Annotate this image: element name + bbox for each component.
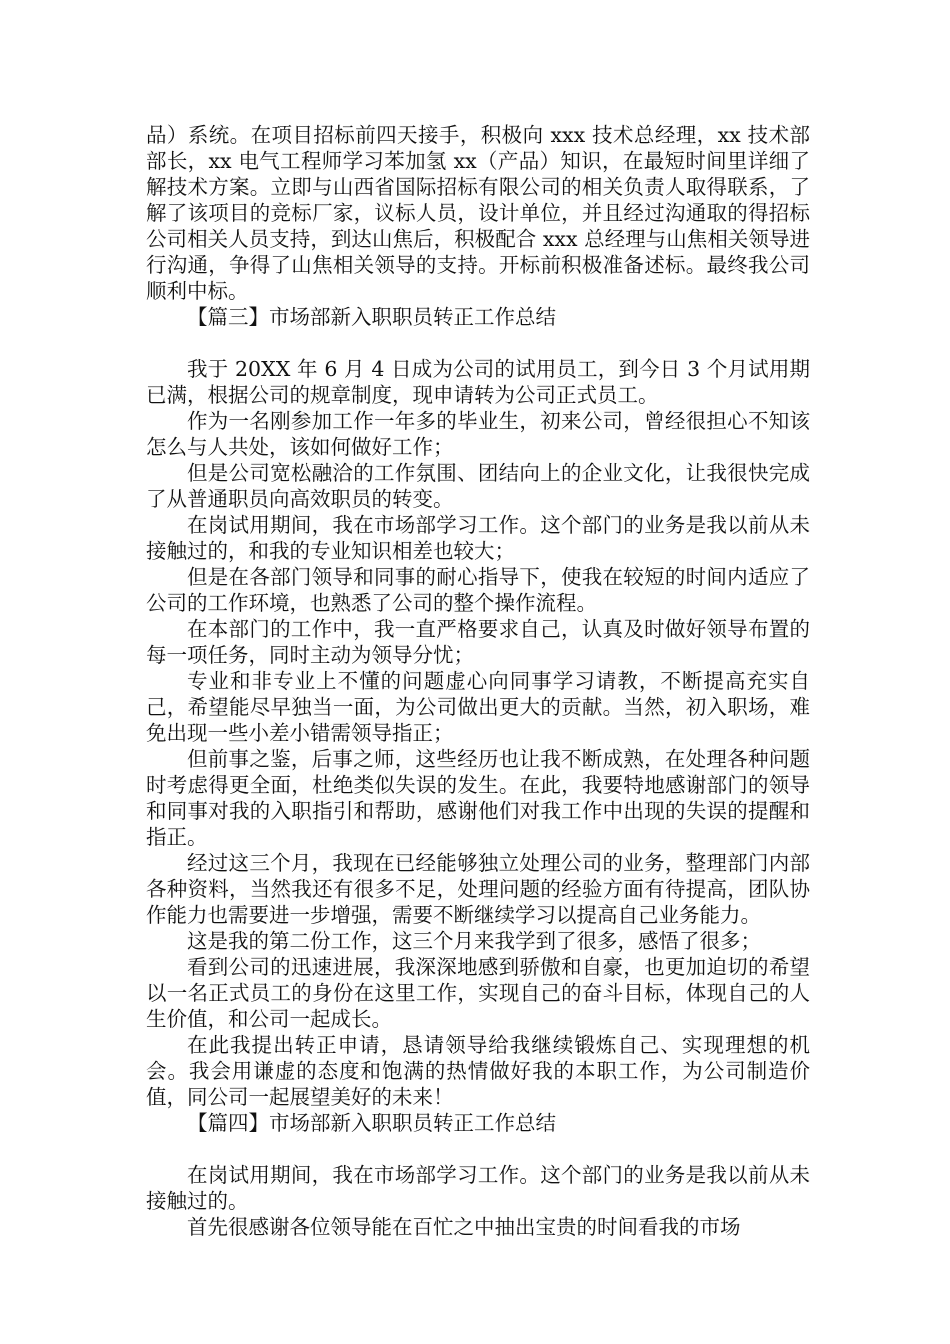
blank-line xyxy=(146,330,810,356)
paragraph: 但是在各部门领导和同事的耐心指导下，使我在较短的时间内适应了公司的工作环境，也熟悉了公司的整个操作流程。 xyxy=(146,565,810,615)
paragraph: 首先很感谢各位领导能在百忙之中抽出宝贵的时间看我的市场 xyxy=(187,1215,741,1239)
paragraph: 在岗试用期间，我在市场部学习工作。这个部门的业务是我以前从未接触过的。 xyxy=(146,1163,810,1213)
paragraph: 在本部门的工作中，我一直严格要求自己，认真及时做好领导布置的每一项任务，同时主动为领导分忧； xyxy=(146,617,810,667)
document-body xyxy=(146,122,810,1240)
paragraph: 这是我的第二份工作，这三个月来我学到了很多，感悟了很多； xyxy=(187,929,761,953)
paragraph: 经过这三个月，我现在已经能够独立处理公司的业务，整理部门内部各种资料，当然我还有很多不足，处理问题的经验方面有待提高，团队协作能力也需要进一步增强，需要不断继续学习以提高自己业务能力。 xyxy=(146,851,810,927)
paragraph: 但前事之鉴，后事之师，这些经历也让我不断成熟，在处理各种问题时考虑得更全面，杜绝类似失误的发生。在此，我要特地感谢部门的领导和同事对我的入职指引和帮助，感谢他们对我工作中出现的失误的提醒和指正。 xyxy=(146,747,810,849)
blank-line xyxy=(146,1136,810,1162)
paragraph-continued: 品）系统。在项目招标前四天接手，积极向 xxx 技术总经理，xx 技术部部长，xx 电气工程师学习苯加氢 xx（产品）知识，在最短时间里详细了解技术方案。立即与山西省国际招标有限公司的相关负责人取得联系，了解了该项目的竞标厂家，议标人员，设计单位，并且经过沟通取的得招标公司相关人员支持，到达山焦后，积极配合 xxx 总经理与山焦相关领导进行沟通，争得了山焦相关领导的支持。开标前积极准备述标。最终我公司顺利中标。 xyxy=(146,123,810,303)
paragraph: 但是公司宽松融洽的工作氛围、团结向上的企业文化，让我很快完成了从普通职员向高效职员的转变。 xyxy=(146,461,810,511)
paragraph: 在岗试用期间，我在市场部学习工作。这个部门的业务是我以前从未接触过的，和我的专业知识相差也较大； xyxy=(146,513,810,563)
paragraph: 我于 20XX 年 6 月 4 日成为公司的试用员工，到今日 3 个月试用期已满，根据公司的规章制度，现申请转为公司正式员工。 xyxy=(146,357,810,407)
paragraph: 看到公司的迅速进展，我深深地感到骄傲和自豪，也更加迫切的希望以一名正式员工的身份在这里工作，实现自己的奋斗目标，体现自己的人生价值，和公司一起成长。 xyxy=(146,955,810,1031)
paragraph: 在此我提出转正申请，恳请领导给我继续锻炼自己、实现理想的机会。我会用谦虚的态度和饱满的热情做好我的本职工作，为公司制造价值，同公司一起展望美好的未来！ xyxy=(146,1033,810,1109)
section-heading-4: 【篇四】市场部新入职职员转正工作总结 xyxy=(187,1111,556,1135)
section-heading-3: 【篇三】市场部新入职职员转正工作总结 xyxy=(187,305,556,329)
paragraph: 作为一名刚参加工作一年多的毕业生，初来公司，曾经很担心不知该怎么与人共处，该如何做好工作； xyxy=(146,409,810,459)
paragraph: 专业和非专业上不懂的问题虚心向同事学习请教，不断提高充实自己，希望能尽早独当一面，为公司做出更大的贡献。当然，初入职场，难免出现一些小差小错需领导指正； xyxy=(146,669,810,745)
